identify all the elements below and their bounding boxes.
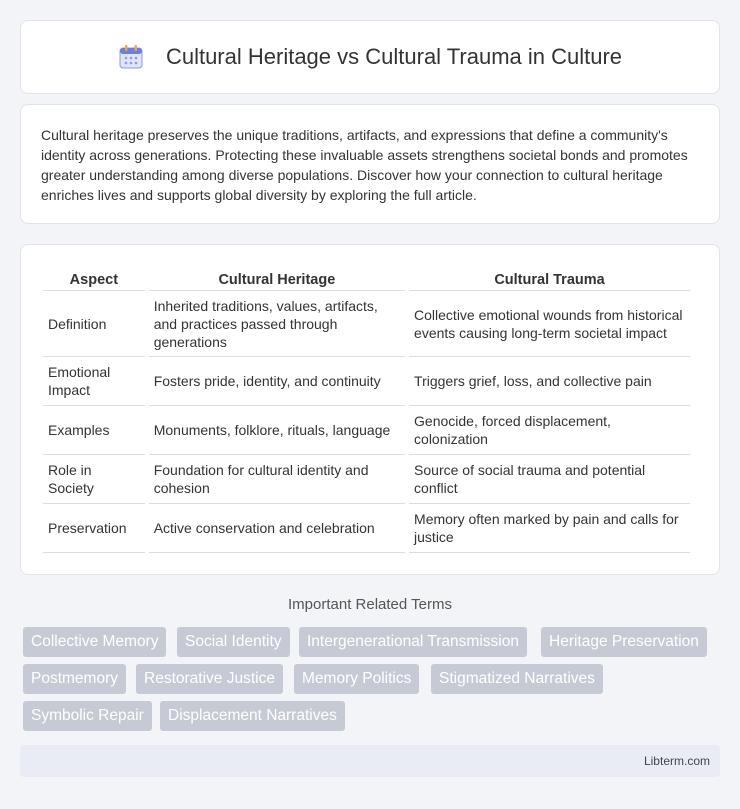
table-cell: Emotional Impact: [43, 357, 145, 406]
table-cell: Active conservation and celebration: [149, 504, 405, 553]
calendar-icon: [118, 44, 144, 70]
comparison-table: [39, 265, 694, 553]
related-term-tag[interactable]: Social Identity: [177, 627, 290, 657]
column-header-heritage: Cultural Heritage: [149, 265, 405, 291]
table-cell: Genocide, forced displacement, colonization: [409, 406, 690, 455]
table-cell: Role in Society: [43, 455, 145, 504]
intro-text: Cultural heritage preserves the unique traditions, artifacts, and expressions that define a community's identity across generations. Protecting these invaluable assets strengthens societal bonds and promotes greater understanding among diverse populations. Discover how your connection to cultural heritage enriches lives and supports global diversity by exploring the full article.: [41, 127, 688, 203]
related-term-tag[interactable]: Restorative Justice: [136, 664, 283, 694]
table-cell: Inherited traditions, values, artifacts, and practices passed through generations: [149, 291, 405, 357]
table-cell: Examples: [43, 406, 145, 455]
related-term-tag[interactable]: Symbolic Repair: [23, 701, 152, 731]
table-cell: Source of social trauma and potential conflict: [409, 455, 690, 504]
table-row: [43, 291, 690, 357]
table-cell: Monuments, folklore, rituals, language: [149, 406, 405, 455]
related-terms-heading: Important Related Terms: [288, 596, 452, 613]
related-term-tag[interactable]: Collective Memory: [23, 627, 166, 657]
table-row: [43, 504, 690, 553]
footer-site-link[interactable]: Libterm.com: [643, 754, 710, 768]
table-cell: Fosters pride, identity, and continuity: [149, 357, 405, 406]
page-title: Cultural Heritage vs Cultural Trauma in Culture: [165, 44, 623, 69]
related-term-tag[interactable]: Memory Politics: [294, 664, 419, 694]
footer: [20, 745, 720, 777]
related-term-tag[interactable]: Postmemory: [23, 664, 126, 694]
table-row: [43, 406, 690, 455]
column-header-trauma: Cultural Trauma: [409, 265, 690, 291]
comparison-table-card: [20, 244, 720, 575]
table-cell: Collective emotional wounds from historical events causing long-term societal impact: [409, 291, 690, 357]
intro-card: [20, 104, 720, 224]
related-term-tag[interactable]: Displacement Narratives: [160, 701, 345, 731]
table-cell: Preservation: [43, 504, 145, 553]
column-header-aspect: Aspect: [43, 265, 145, 291]
table-cell: Definition: [43, 291, 145, 357]
table-cell: Memory often marked by pain and calls for justice: [409, 504, 690, 553]
table-header-row: [43, 265, 690, 291]
table-cell: Foundation for cultural identity and cohesion: [149, 455, 405, 504]
related-term-tag[interactable]: Intergenerational Transmission: [299, 627, 527, 657]
related-term-tag[interactable]: Heritage Preservation: [541, 627, 707, 657]
title-card: [20, 20, 720, 94]
table-cell: Triggers grief, loss, and collective pain: [409, 357, 690, 406]
table-row: [43, 357, 690, 406]
table-row: [43, 455, 690, 504]
related-term-tag[interactable]: Stigmatized Narratives: [431, 664, 603, 694]
